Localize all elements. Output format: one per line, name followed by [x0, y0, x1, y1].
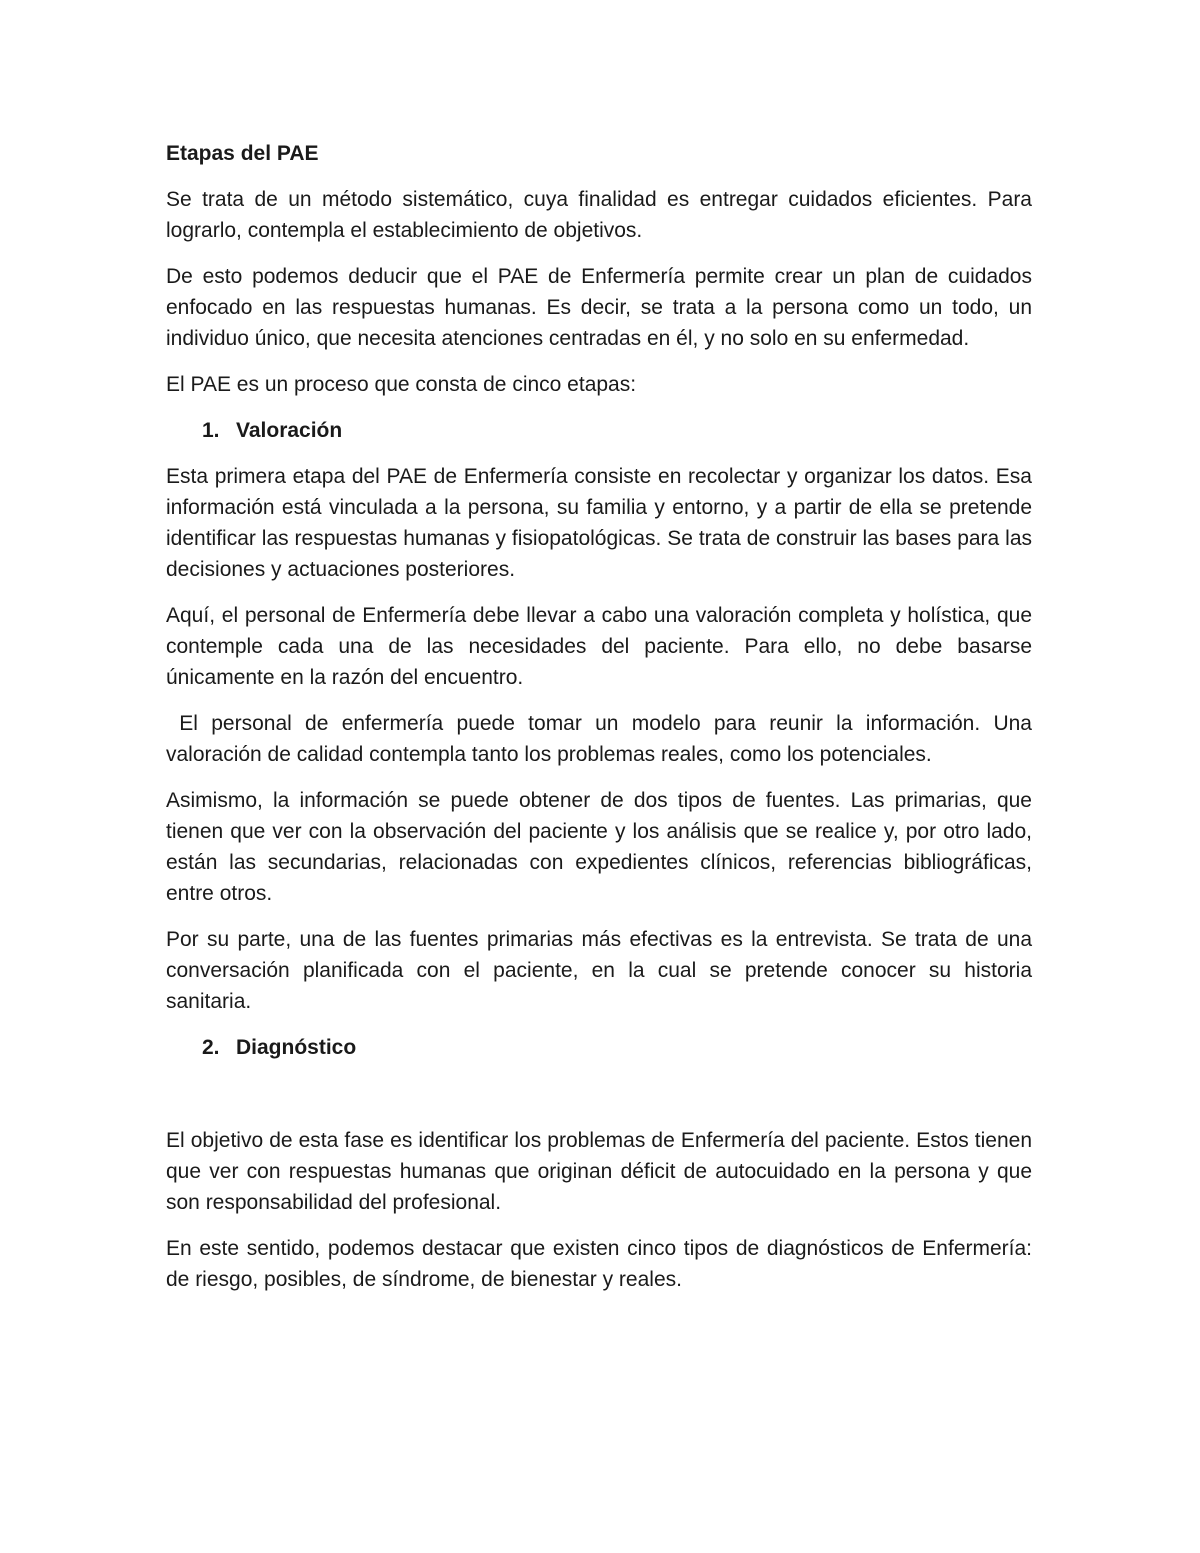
- valoracion-paragraph-3: El personal de enfermería puede tomar un modelo para reunir la información. Una valoración de calidad contempla tanto los problemas reales, como los potenciales.: [166, 712, 1038, 766]
- document-page: [166, 138, 1038, 1310]
- document-title: Etapas del PAE: [166, 142, 319, 165]
- valoracion-paragraph-5: Por su parte, una de las fuentes primarias más efectivas es la entrevista. Se trata de una conversación planificada con el paciente, en la cual se pretende conocer su historia sanitaria.: [166, 928, 1032, 1013]
- intro-paragraph-1: Se trata de un método sistemático, cuya finalidad es entregar cuidados eficientes. Para lograrlo, contempla el establecimiento de objetivos.: [166, 188, 1032, 242]
- valoracion-paragraph-1: Esta primera etapa del PAE de Enfermería consiste en recolectar y organizar los datos. Esa información está vinculada a la persona, su familia y entorno, y a partir de ella se pretende identificar las respuestas humanas y fisiopatológicas. Se trata de construir las bases para las decisiones y actuaciones posteriores.: [166, 465, 1032, 581]
- intro-paragraph-3: El PAE es un proceso que consta de cinco etapas:: [166, 373, 637, 396]
- diagnostico-paragraph-1: El objetivo de esta fase es identificar los problemas de Enfermería del paciente. Estos tienen que ver con respuestas humanas que originan déficit de autocuidado en la persona y que son responsabilidad del profesional.: [166, 1129, 1032, 1214]
- blank-line: [166, 1078, 1032, 1125]
- valoracion-paragraph-4: Asimismo, la información se puede obtener de dos tipos de fuentes. Las primarias, que tienen que ver con la observación del paciente y los análisis que se realice y, por otro lado, están las secundarias, relacionadas con expedientes clínicos, referencias bibliográficas, entre otros.: [166, 789, 1032, 905]
- section-number: 1.: [202, 419, 220, 442]
- section-number: 2.: [202, 1036, 220, 1059]
- diagnostico-paragraph-2: En este sentido, podemos destacar que existen cinco tipos de diagnósticos de Enfermería: de riesgo, posibles, de síndrome, de bienestar y reales.: [166, 1237, 1032, 1291]
- section-title: Valoración: [236, 419, 343, 442]
- valoracion-paragraph-2: Aquí, el personal de Enfermería debe llevar a cabo una valoración completa y holística, que contemple cada una de las necesidades del paciente. Para ello, no debe basarse únicamente en la razón del encuentro.: [166, 604, 1032, 689]
- section-heading-diagnostico: [166, 1032, 1032, 1063]
- section-heading-valoracion: [166, 415, 1032, 446]
- intro-paragraph-2: De esto podemos deducir que el PAE de Enfermería permite crear un plan de cuidados enfocado en las respuestas humanas. Es decir, se trata a la persona como un todo, un individuo único, que necesita atenciones centradas en él, y no solo en su enfermedad.: [166, 265, 1032, 350]
- section-title: Diagnóstico: [236, 1036, 357, 1059]
